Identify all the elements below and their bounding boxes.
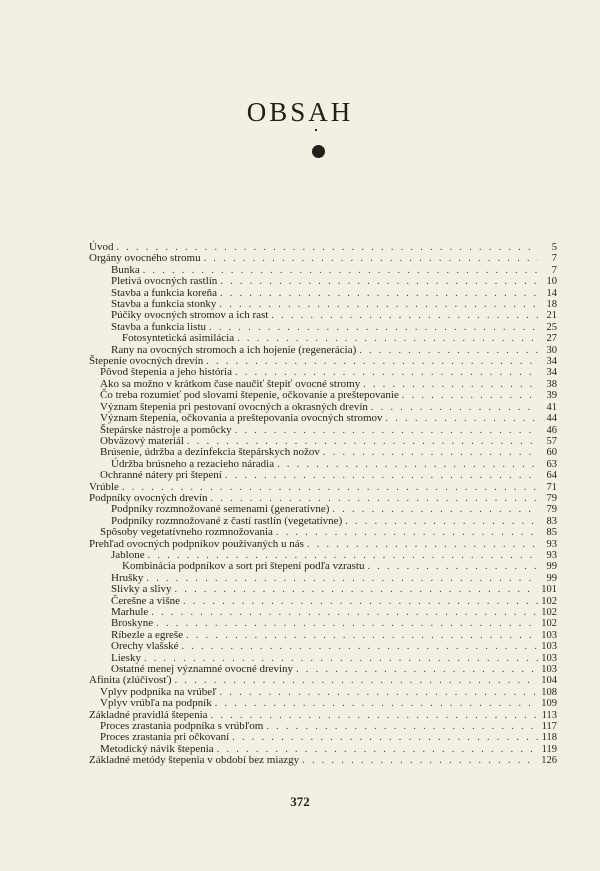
toc-entry-title: Liesky	[111, 651, 141, 664]
toc-entry-title: Kombinácia podpníkov a sort pri štepení podľa vzrastu	[122, 560, 365, 573]
toc-entry	[89, 584, 557, 595]
toc-entry	[89, 333, 557, 344]
toc-entry-title: Význam štepenia, očkovania a preštepovania ovocných stromov	[100, 412, 383, 425]
dot-leader	[182, 641, 538, 652]
dot-leader	[215, 698, 538, 709]
toc-entry	[89, 698, 557, 709]
toc-entry-title: Obväzový materiál	[100, 434, 184, 447]
toc-entry-title: Stavba a funkcia stonky	[111, 298, 217, 311]
toc-entry-page: 41	[546, 401, 557, 413]
toc-entry-title: Vplyv vrúbľa na podpník	[100, 697, 212, 710]
dot-leader	[277, 459, 538, 470]
toc-entry	[89, 276, 557, 287]
toc-entry-page: 93	[546, 549, 557, 561]
toc-entry-page: 46	[546, 424, 557, 436]
toc-entry-page: 126	[541, 755, 557, 767]
toc-entry-title: Orgány ovocného stromu	[89, 252, 201, 265]
toc-entry-title: Rany na ovocných stromoch a ich hojenie (regenerácia)	[111, 343, 357, 356]
table-of-contents	[89, 242, 557, 767]
toc-entry	[89, 527, 557, 538]
dot-leader	[220, 288, 538, 299]
toc-entry	[89, 561, 557, 572]
toc-entry-title: Význam štepenia pri pestovaní ovocných a okrasných drevín	[100, 400, 368, 413]
toc-entry-title: Čerešne a višne	[111, 594, 181, 607]
toc-entry-page: 113	[541, 709, 557, 721]
dot-leader	[302, 755, 538, 766]
toc-entry-page: 7	[551, 264, 557, 276]
dot-leader	[402, 390, 538, 401]
toc-entry-title: Stavba a funkcia listu	[111, 320, 207, 333]
toc-entry-title: Podpníky ovocných drevín	[89, 491, 208, 504]
toc-entry	[89, 390, 557, 401]
dot-leader	[235, 425, 538, 436]
toc-entry-page: 10	[546, 276, 557, 288]
dot-leader	[209, 322, 538, 333]
ornament-dot	[312, 145, 325, 158]
toc-entry	[89, 607, 557, 618]
dot-leader	[206, 356, 538, 367]
dot-leader	[232, 732, 538, 743]
dot-leader	[332, 504, 538, 515]
toc-entry-page: 102	[541, 618, 557, 630]
toc-entry-title: Pôvod štepenia a jeho história	[100, 366, 232, 379]
toc-entry-page: 118	[541, 732, 557, 744]
dot-leader	[237, 333, 538, 344]
toc-entry-title: Ostatné menej významné ovocné dreviny	[111, 663, 294, 676]
toc-entry-page: 83	[546, 515, 557, 527]
toc-entry-page: 60	[546, 447, 557, 459]
toc-entry-page: 27	[546, 333, 557, 345]
toc-entry-title: Úvod	[89, 241, 114, 253]
toc-entry-page: 5	[551, 242, 557, 253]
dot-leader	[175, 584, 538, 595]
toc-entry-page: 44	[546, 413, 557, 425]
toc-entry-page: 103	[541, 629, 557, 641]
toc-entry	[89, 447, 557, 458]
toc-entry-title: Púčiky ovocných stromov a ich rast	[111, 309, 269, 322]
toc-entry-page: 79	[546, 504, 557, 516]
toc-entry-page: 63	[546, 458, 557, 470]
toc-entry-title: Metodický návik štepenia	[100, 742, 214, 755]
toc-entry-page: 21	[546, 310, 557, 322]
dot-leader	[345, 516, 538, 527]
dot-leader	[323, 447, 538, 458]
toc-entry-title: Ríbezle a egreše	[111, 628, 184, 641]
toc-entry	[89, 755, 557, 766]
toc-entry-page: 85	[546, 527, 557, 539]
dot-leader	[225, 470, 538, 481]
toc-entry-page: 108	[541, 686, 557, 698]
toc-entry-title: Štepenie ovocných drevín	[89, 355, 204, 368]
dot-leader	[296, 664, 538, 675]
toc-entry-page: 25	[546, 321, 557, 333]
toc-entry-page: 64	[546, 470, 557, 482]
toc-entry	[89, 253, 557, 264]
toc-entry-page: 7	[551, 253, 557, 265]
page-title: OBSAH	[246, 97, 354, 127]
toc-entry-page: 101	[541, 584, 557, 596]
toc-entry-page: 104	[541, 675, 557, 687]
toc-entry-page: 117	[541, 721, 557, 733]
toc-entry-title: Jablone	[111, 548, 145, 561]
toc-entry-title: Vrúble	[89, 480, 119, 493]
toc-entry-title: Štepárske nástroje a pomôcky	[100, 423, 232, 436]
dot-leader	[220, 276, 538, 287]
toc-entry-title: Údržba brúsneho a rezacieho náradia	[111, 457, 275, 470]
toc-entry-title: Hrušky	[111, 571, 144, 584]
toc-entry-page: 103	[541, 641, 557, 653]
dot-leader	[307, 539, 538, 550]
toc-entry-title: Proces zrastania podpníka s vrúbľom	[100, 720, 264, 733]
dot-leader	[186, 630, 538, 641]
toc-entry-page: 79	[546, 492, 557, 504]
dot-leader	[276, 527, 538, 538]
toc-entry-page: 57	[546, 435, 557, 447]
toc-entry-title: Afinita (zlúčivosť)	[89, 674, 172, 687]
tick-mark	[315, 129, 317, 131]
toc-entry-page: 102	[541, 595, 557, 607]
toc-entry	[89, 470, 557, 481]
dot-leader	[359, 345, 538, 356]
toc-entry-title: Spôsoby vegetatívneho rozmnožovania	[100, 526, 273, 539]
toc-entry-title: Slivky a slivy	[111, 583, 172, 596]
toc-entry-title: Základné pravidlá štepenia	[89, 708, 208, 721]
dot-leader	[220, 687, 538, 698]
dot-leader	[386, 413, 538, 424]
toc-entry-title: Ochranné nátery pri štepení	[100, 469, 222, 482]
dot-leader	[371, 402, 538, 413]
dot-leader	[146, 573, 538, 584]
toc-entry	[89, 413, 557, 424]
toc-entry-page: 34	[546, 367, 557, 379]
toc-entry-title: Marhule	[111, 606, 149, 618]
toc-entry	[89, 596, 557, 607]
toc-entry-page: 39	[546, 390, 557, 402]
toc-entry-title: Brúsenie, údržba a dezinfekcia štepárskych nožov	[100, 446, 320, 459]
toc-entry-title: Čo treba rozumieť pod slovami štepenie, očkovanie a preštepovanie	[100, 389, 399, 402]
page-number: 372	[290, 794, 310, 809]
dot-leader	[367, 561, 538, 572]
toc-entry-title: Prehľad ovocných podpníkov používaných u nás	[89, 537, 304, 550]
dot-leader	[183, 596, 538, 607]
toc-entry-page: 18	[546, 299, 557, 311]
toc-entry-page: 30	[546, 344, 557, 356]
toc-entry-page: 103	[541, 664, 557, 676]
toc-entry-page: 34	[546, 356, 557, 368]
toc-entry-title: Fotosyntetická asimilácia	[122, 332, 235, 345]
toc-entry-title: Orechy vlašské	[111, 640, 179, 653]
toc-entry-page: 71	[546, 481, 557, 493]
toc-entry-title: Podpníky rozmnožované semenami (generatívne)	[111, 503, 330, 516]
toc-entry-page: 99	[546, 572, 557, 584]
toc-entry-title: Podpníky rozmnožované z častí rastlín (vegetatívne)	[111, 514, 343, 527]
dot-leader	[271, 310, 538, 321]
dot-leader	[151, 607, 538, 618]
toc-entry-page: 99	[546, 561, 557, 573]
toc-entry-title: Stavba a funkcia koreňa	[111, 286, 217, 299]
toc-entry-title: Ako sa možno v krátkom čase naučiť štepiť ovocné stromy	[100, 377, 361, 390]
dot-leader	[175, 675, 538, 686]
toc-entry	[89, 641, 557, 652]
toc-entry-title: Základné metódy štepenia v období bez miazgy	[89, 754, 300, 767]
toc-entry-title: Proces zrastania pri očkovaní	[100, 731, 230, 744]
dot-leader	[266, 721, 538, 732]
toc-entry	[89, 539, 557, 550]
toc-entry-page: 14	[546, 287, 557, 299]
toc-entry-page: 109	[541, 698, 557, 710]
toc-entry-title: Pletivá ovocných rastlín	[111, 275, 218, 288]
toc-entry-page: 103	[541, 652, 557, 664]
toc-entry-page: 102	[541, 607, 557, 618]
toc-entry-title: Vplyv podpníka na vrúbeľ	[100, 685, 217, 698]
toc-entry-page: 119	[541, 743, 557, 755]
dot-leader	[204, 253, 538, 264]
toc-entry-page: 38	[546, 378, 557, 390]
toc-entry-page: 93	[546, 538, 557, 550]
toc-entry-title: Broskyne	[111, 617, 154, 630]
toc-entry-title: Bunka	[111, 263, 140, 276]
dot-leader	[156, 618, 538, 629]
